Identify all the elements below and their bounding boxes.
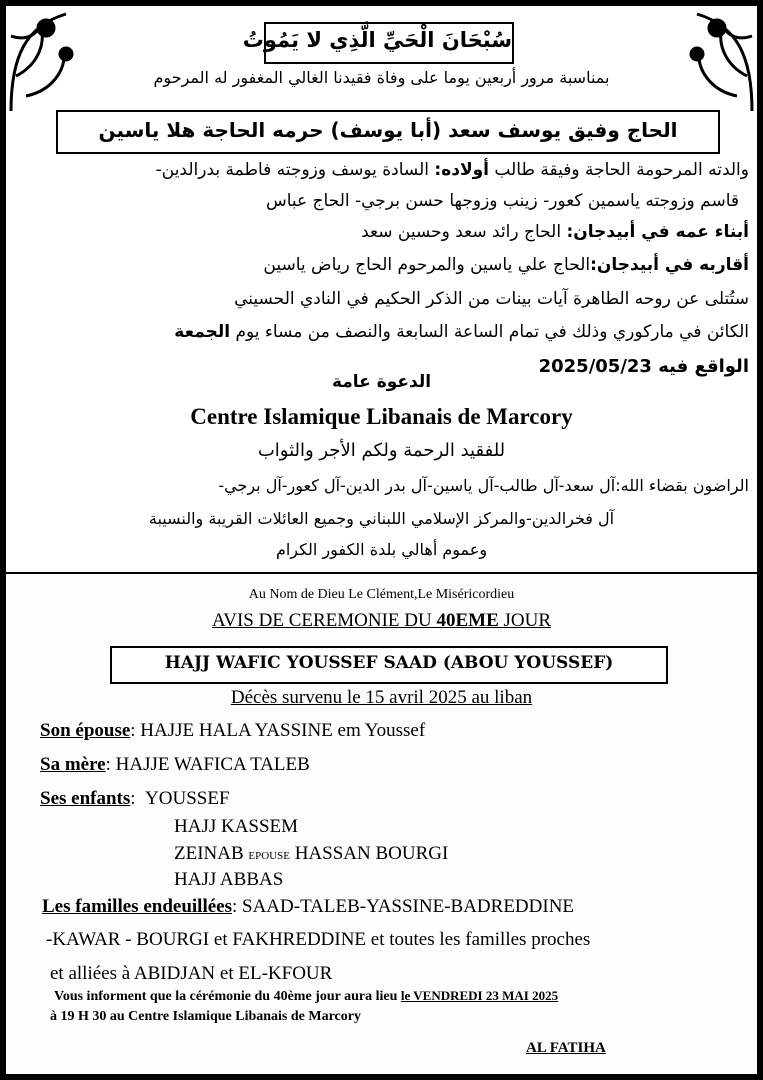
- mere-label: Sa mère: [40, 754, 106, 775]
- mere-line: [40, 754, 310, 776]
- epouse-value: : HAJJE HALA YASSINE em Youssef: [130, 720, 426, 741]
- arabic-date-line: الواقع فيه 2025/05/23: [538, 356, 749, 377]
- children-text: السادة يوسف وزوجته فاطمة بدرالدين-: [155, 160, 435, 180]
- arabic-invitation: الدعوة عامة: [331, 372, 432, 392]
- enfant-item: HAJJ KASSEM: [174, 816, 299, 837]
- mere-value: : HAJJE WAFICA TALEB: [105, 754, 310, 775]
- french-deceased-name: HAJJ WAFIC YOUSSEF SAAD (ABOU YOUSSEF): [164, 653, 614, 673]
- mother-text: المرحومة الحاجة وفيقة طالب: [489, 160, 709, 180]
- familles-label: Les familles endeuillées: [42, 896, 232, 917]
- arabic-location-line: [6, 322, 749, 342]
- deceased-name-box: [56, 110, 720, 154]
- french-section: [6, 574, 757, 1074]
- inform-date: le VENDREDI 23 MAI 2025: [400, 988, 559, 1003]
- arabic-children-line-2: قاسم وزوجته ياسمين كعور- زينب وزوجها حسن برجي- الحاج عباس: [265, 191, 739, 211]
- arabic-uncles-line: [6, 222, 749, 242]
- mother-label: والدته: [708, 160, 749, 180]
- epouse-line: [40, 720, 425, 742]
- arabic-mother-children-line: [6, 160, 749, 180]
- header-box: [242, 22, 514, 64]
- familles-line-3: et alliées à ABIDJAN et EL-KFOUR: [50, 963, 333, 984]
- location-day: الجمعة: [174, 322, 231, 342]
- familles-line-1: [42, 896, 574, 918]
- location-text: الكائن في ماركوري وذلك في تمام الساعة السابعة والنصف من مساء يوم: [230, 322, 749, 342]
- arabic-condolence: للفقيد الرحمة ولكم الأجر والثواب: [257, 440, 506, 461]
- ceremony-title: [6, 610, 757, 632]
- enfant-item: YOUSSEF: [145, 788, 230, 809]
- arabic-deceased-name: الحاج وفيق يوسف سعد (أبا يوسف) حرمه الحاجة هلا ياسين: [98, 118, 678, 142]
- enfant-item-zeinab: [174, 843, 448, 865]
- title-bold: 40EME: [436, 610, 499, 631]
- enfants-colon: :: [130, 788, 146, 809]
- familles-line-2: -KAWAR - BOURGI et FAKHREDDINE et toutes les familles proches: [46, 929, 591, 950]
- arabic-relatives-line: [6, 255, 749, 275]
- epouse-label: Son épouse: [40, 720, 131, 741]
- french-invocation: Au Nom de Dieu Le Clément,Le Miséricordieu: [248, 587, 515, 602]
- relatives-text: الحاج علي ياسين والمرحوم الحاج رياض ياسين: [263, 255, 591, 275]
- deces-line: Décès survenu le 15 avril 2025 au liban: [230, 687, 533, 708]
- zeinab-epouse: EPOUSE: [248, 850, 290, 862]
- title-post: JOUR: [498, 610, 552, 631]
- french-name-box: [110, 646, 668, 684]
- enfant-item: HAJJ ABBAS: [174, 869, 284, 890]
- al-fatiha: AL FATIHA: [526, 1040, 606, 1056]
- arabic-content-line-2: آل فخرالدين-والمركز الإسلامي اللبناني وجميع العائلات القريبة والنسيبة: [148, 509, 615, 528]
- inform-text: Vous informent que la cérémonie du 40ème jour aura lieu: [54, 989, 401, 1004]
- uncles-text: الحاج رائد سعد وحسين سعد: [361, 222, 567, 242]
- floral-ornament-icon: [6, 6, 116, 116]
- children-label: أولاده:: [434, 160, 490, 180]
- arabic-content-line-1: الراضون بقضاء الله:آل سعد-آل طالب-آل ياسين-آل بدر الدين-آل كعور-آل برجي-: [218, 476, 749, 495]
- arabic-content-line-3: وعموم أهالي بلدة الكفور الكرام: [275, 540, 488, 559]
- centre-name: Centre Islamique Libanais de Marcory: [190, 404, 573, 429]
- inform-line-2: à 19 H 30 au Centre Islamique Libanais de Marcory: [50, 1009, 361, 1024]
- arabic-recitation-line: ستُتلى عن روحه الطاهرة آيات بينات من الذكر الحكيم في النادي الحسيني: [234, 289, 749, 309]
- familles-value: : SAAD-TALEB-YASSINE-BADREDDINE: [231, 896, 575, 917]
- enfants-label: Ses enfants: [40, 788, 131, 809]
- arabic-intro-line: بمناسبة مرور أربعين يوما على وفاة فقيدنا الغالي المغفور له المرحوم: [153, 68, 610, 87]
- enfants-line: [40, 788, 230, 810]
- zeinab-name: ZEINAB: [174, 843, 249, 864]
- inform-line-1: [54, 988, 558, 1005]
- uncles-label: أبناء عمه في أبيدجان:: [566, 222, 749, 242]
- floral-ornament-icon: [647, 6, 757, 116]
- arabic-header: سُبْحَانَ الْحَيِّ الَّذِي لا يَمُوتُ: [242, 28, 512, 52]
- title-pre: AVIS DE CEREMONIE DU: [211, 610, 437, 631]
- zeinab-spouse: HASSAN BOURGI: [289, 843, 449, 864]
- relatives-label: أقاربه في أبيدجان:: [590, 255, 749, 275]
